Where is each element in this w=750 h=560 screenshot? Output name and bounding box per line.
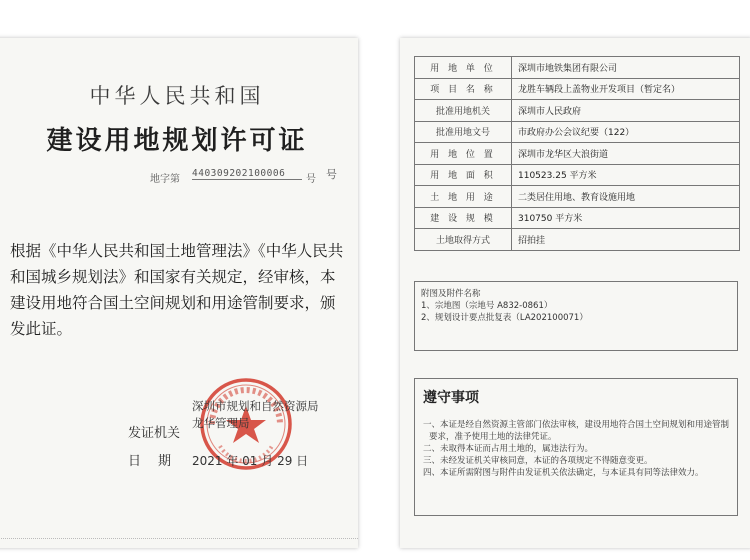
number-label: 地字第 — [150, 174, 180, 185]
row-label: 土 地 用 途 — [415, 186, 512, 208]
number-suffix-2: 号 — [326, 168, 337, 181]
issuer-line-1: 深圳市规划和自然资源局 — [192, 399, 319, 413]
certificate-title: 建设用地规划许可证 — [46, 126, 308, 156]
number-suffix: 号 — [306, 174, 316, 185]
certificate-front-page — [0, 38, 358, 548]
attachments-title: 附图及附件名称 — [421, 289, 481, 299]
notice-item: 三、未经发证机关审核同意，本证的各项规定不得随意变更。 — [423, 456, 653, 466]
table-row — [415, 78, 740, 100]
row-value: 市政府办公会议纪要（122） — [512, 121, 740, 143]
issue-date: 2021 年 01 月 29 日 — [192, 454, 309, 468]
row-label: 土地取得方式 — [415, 229, 512, 251]
notice-item: 二、未取得本证而占用土地的，属违法行为。 — [423, 444, 594, 454]
row-label: 用 地 位 置 — [415, 143, 512, 165]
row-value: 110523.25 平方米 — [512, 164, 740, 186]
land-info-table — [414, 56, 740, 251]
certificate-number-row — [150, 168, 350, 184]
notice-box — [414, 378, 738, 516]
attachment-item: 2、规划设计要点批复表（LA202100071） — [421, 313, 588, 323]
row-value: 深圳市龙华区大浪街道 — [512, 143, 740, 165]
date-label: 日 期 — [128, 454, 174, 469]
certificate-number: 440309202100006 — [192, 168, 302, 180]
notice-item: 一、本证是经自然资源主管部门依法审核，建设用地符合国土空间规划和用途管制要求，准予使用土地的法律凭证。 — [423, 420, 730, 442]
table-row — [415, 57, 740, 79]
row-label: 项 目 名 称 — [415, 78, 512, 100]
table-row — [415, 143, 740, 165]
row-value: 招拍挂 — [512, 229, 740, 251]
table-row — [415, 164, 740, 186]
table-row — [415, 229, 740, 251]
notice-title: 遵守事项 — [423, 390, 479, 406]
issuer-label: 发证机关 — [128, 426, 181, 441]
attachments-box — [414, 281, 738, 351]
country-name: 中华人民共和国 — [89, 84, 265, 108]
table-row — [415, 100, 740, 122]
bottom-divider — [0, 538, 358, 539]
issuer-line-2: 龙华管理局 — [192, 416, 250, 430]
row-value: 龙胜车辆段上盖物业开发项目（暂定名） — [512, 78, 740, 100]
row-label: 建 设 规 模 — [415, 207, 512, 229]
row-label: 用 地 面 积 — [415, 164, 512, 186]
row-value: 二类居住用地、教育设施用地 — [512, 186, 740, 208]
notice-item: 四、本证所需附图与附件由发证机关依法确定，与本证具有同等法律效力。 — [423, 468, 704, 478]
certificate-back-page — [400, 38, 750, 548]
row-label: 批准用地机关 — [415, 100, 512, 122]
table-row — [415, 207, 740, 229]
attachment-item: 1、宗地图（宗地号 A832-0861） — [421, 301, 553, 311]
row-label: 用 地 单 位 — [415, 57, 512, 79]
row-label: 批准用地文号 — [415, 121, 512, 143]
issuer-value — [192, 398, 342, 432]
certificate-body-text: 根据《中华人民共和国土地管理法》《中华人民共和国城乡规划法》和国家有关规定，经审核，本建设用地符合国土空间规划和用途管制要求，颁发此证。 — [10, 242, 344, 338]
row-value: 310750 平方米 — [512, 207, 740, 229]
table-row — [415, 121, 740, 143]
table-row — [415, 186, 740, 208]
row-value: 深圳市地铁集团有限公司 — [512, 57, 740, 79]
row-value: 深圳市人民政府 — [512, 100, 740, 122]
